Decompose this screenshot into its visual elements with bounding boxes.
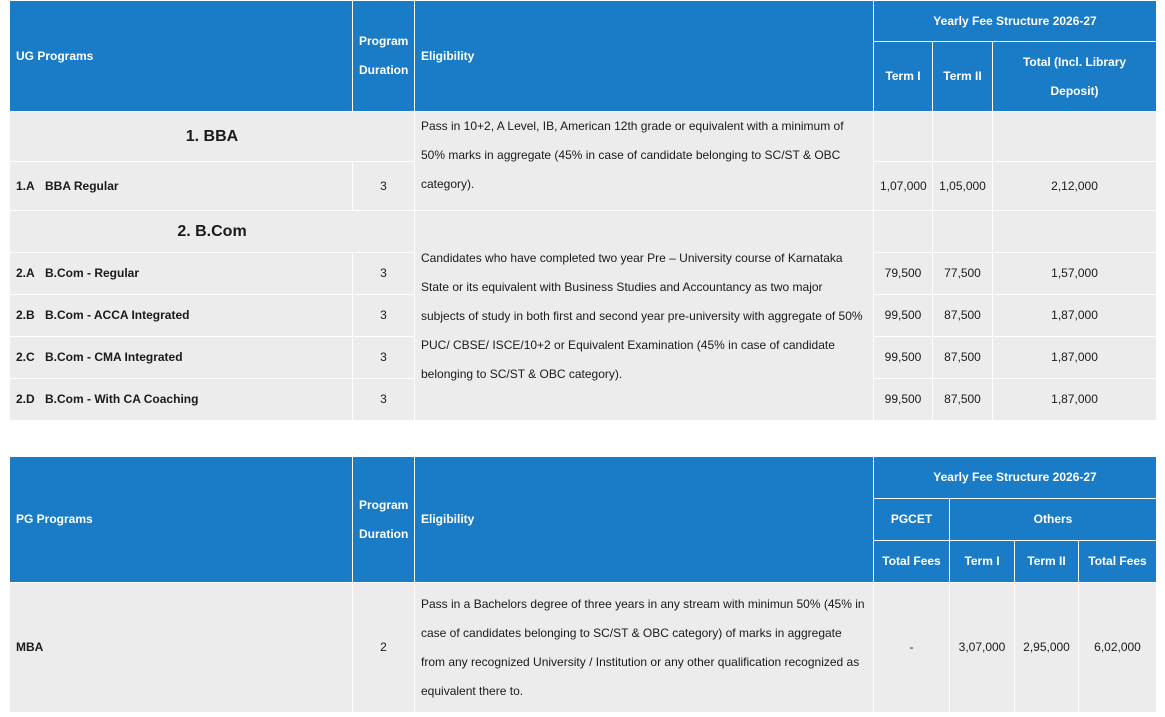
eligibility-bba: Pass in 10+2, A Level, IB, American 12th grade or equivalent with a minimum of 50% marks in aggregate (45% in case of candidate belonging to SC/ST & OBC category). (415, 112, 874, 211)
ug-fee-structure-header: Yearly Fee Structure 2026-27 (874, 1, 1156, 42)
pg-eligibility-header: Eligibility (415, 457, 874, 583)
ug-programs-header: UG Programs (10, 1, 353, 112)
program-name-cell (10, 379, 353, 421)
program-name: B.Com - With CA Coaching (45, 392, 199, 406)
ug-term1-header: Term I (874, 42, 933, 112)
total-fee: 6,02,000 (1079, 583, 1156, 713)
program-name: B.Com - Regular (45, 266, 140, 280)
program-name: BBA Regular (45, 178, 119, 193)
pgcet-total-fee: - (874, 583, 950, 713)
pg-programs-header: PG Programs (10, 457, 353, 583)
term1-fee: 99,500 (874, 295, 933, 337)
program-name: MBA (10, 583, 353, 713)
ug-total-header: Total (Incl. Library Deposit) (993, 42, 1156, 112)
others-header: Others (950, 499, 1156, 541)
term2-fee: 87,500 (933, 337, 993, 379)
term2-fee: 87,500 (933, 295, 993, 337)
pgcet-header: PGCET (874, 499, 950, 541)
pg-fee-structure-header: Yearly Fee Structure 2026-27 (874, 457, 1156, 499)
term2-fee: 2,95,000 (1015, 583, 1079, 713)
pg-term1-header: Term I (950, 541, 1015, 583)
eligibility-bcom: Candidates who have completed two year Pre – University course of Karnataka State or its equivalent with Business Studies and Accountancy as two major subjects of study in both first and second year pre-university with aggregate of 50% PUC/ CBSE/ ISCE/10+2 or Equivalent Examination (45% in case of candidate belonging to SC/ST & OBC category). (415, 211, 874, 421)
group-title-bcom: 2. B.Com (10, 211, 415, 253)
program-duration: 2 (353, 583, 415, 713)
pgcet-total-fees-header: Total Fees (874, 541, 950, 583)
program-code: 2.A (16, 266, 35, 280)
program-name: B.Com - CMA Integrated (45, 350, 183, 364)
term1-fee: 3,07,000 (950, 583, 1015, 713)
program-name-cell (10, 337, 353, 379)
program-duration: 3 (353, 162, 415, 211)
program-duration: 3 (353, 253, 415, 295)
program-name-cell (10, 253, 353, 295)
program-code: 2.C (16, 350, 35, 364)
pg-duration-header: Program Duration (353, 457, 415, 583)
program-duration: 3 (353, 295, 415, 337)
total-fee: 1,87,000 (993, 379, 1156, 421)
program-code: 2.B (16, 308, 35, 322)
ug-duration-header: Program Duration (353, 1, 415, 112)
term1-fee: 99,500 (874, 337, 933, 379)
total-fee: 1,87,000 (993, 295, 1156, 337)
term2-fee: 1,05,000 (933, 162, 993, 211)
term2-fee: 77,500 (933, 253, 993, 295)
program-duration: 3 (353, 337, 415, 379)
ug-term2-header: Term II (933, 42, 993, 112)
term1-fee: 79,500 (874, 253, 933, 295)
ug-fee-table (10, 1, 1156, 421)
eligibility-mba: Pass in a Bachelors degree of three years in any stream with minimun 50% (45% in case of candidates belonging to SC/ST & OBC category) of marks in aggregate from any recognized University / Institution or any other qualification recognized as equivalent there to. (415, 583, 874, 713)
term2-fee: 87,500 (933, 379, 993, 421)
program-name: B.Com - ACCA Integrated (45, 308, 190, 322)
program-code: 1.A (16, 178, 35, 193)
program-name-cell (10, 295, 353, 337)
total-fee: 1,57,000 (993, 253, 1156, 295)
others-total-fees-header: Total Fees (1079, 541, 1156, 583)
pg-fee-table (10, 457, 1156, 713)
total-fee: 1,87,000 (993, 337, 1156, 379)
program-code: 2.D (16, 392, 35, 406)
total-fee: 2,12,000 (993, 162, 1156, 211)
program-duration: 3 (353, 379, 415, 421)
program-name-cell (10, 162, 353, 211)
group-title-bba: 1. BBA (10, 112, 415, 162)
term1-fee: 1,07,000 (874, 162, 933, 211)
pg-term2-header: Term II (1015, 541, 1079, 583)
term1-fee: 99,500 (874, 379, 933, 421)
ug-eligibility-header: Eligibility (415, 1, 874, 112)
